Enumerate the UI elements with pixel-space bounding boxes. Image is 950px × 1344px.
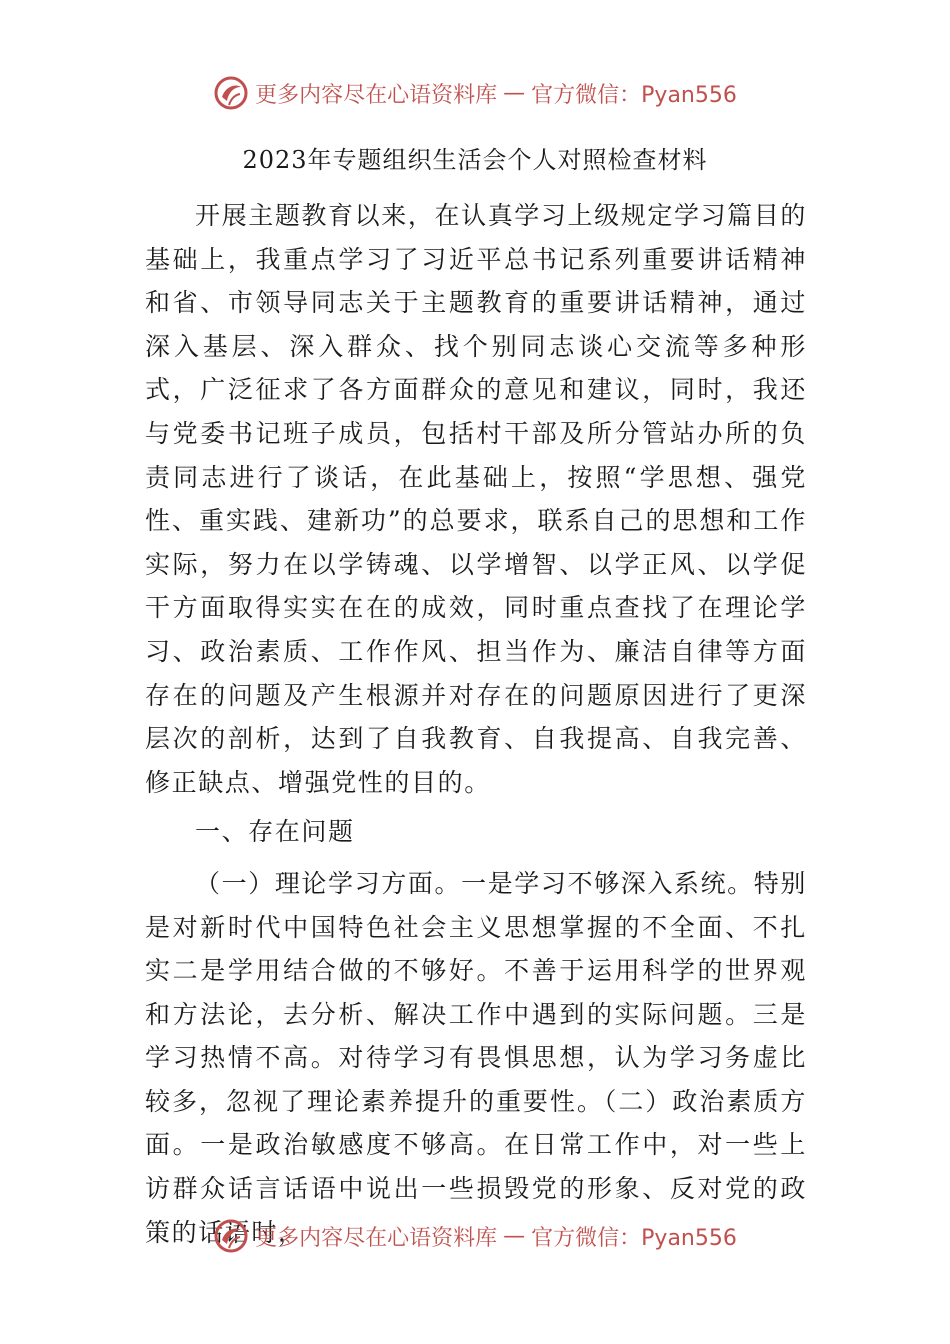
watermark-contact: 官方微信：Pyan556: [531, 82, 737, 108]
watermark-logo-icon: [213, 1218, 249, 1254]
document-title: 2023年专题组织生活会个人对照检查材料: [242, 146, 708, 174]
watermark-separator: —: [503, 1223, 526, 1249]
watermark-text: 更多内容尽在心语资料库: [255, 1225, 498, 1251]
issues-paragraph: （一）理论学习方面。一是学习不够深入系统。特别是对新时代中国特色社会主义思想掌握的不全面、不扎实二是学用结合做的不够好。不善于运用科学的世界观和方法论，去分析、解决工作中遇到的实际问题。三是学习热情不高。对待学习有畏惧思想，认为学习务虚比较多，忽视了理论素养提升的重要性。（二）政治素质方面。一是政治敏感度不够高。在日常工作中，对一些上访群众话言话语中说出一些损毁党的形象、反对党的政策的话语时，: [145, 868, 807, 1247]
watermark-text: 更多内容尽在心语资料库: [255, 82, 498, 108]
section-heading: 一、存在问题: [195, 817, 355, 847]
watermark-header: [0, 73, 950, 113]
watermark-contact: 官方微信：Pyan556: [531, 1225, 737, 1251]
watermark-footer: [0, 1216, 950, 1256]
watermark-separator: —: [503, 80, 526, 106]
watermark-logo-icon: [213, 75, 249, 111]
document-body: [145, 194, 807, 1254]
intro-paragraph: 开展主题教育以来，在认真学习上级规定学习篇目的基础上，我重点学习了习近平总书记系列重要讲话精神和省、市领导同志关于主题教育的重要讲话精神，通过深入基层、深入群众、找个别同志谈心交流等多种形式，广泛征求了各方面群众的意见和建议，同时，我还与党委书记班子成员，包括村干部及所分管站办所的负责同志进行了谈话，在此基础上，按照“学思想、强党性、重实践、建新功”的总要求，联系自己的思想和工作实际，努力在以学铸魂、以学增智、以学正风、以学促干方面取得实实在在的成效，同时重点查找了在理论学习、政治素质、工作作风、担当作为、廉洁自律等方面存在的问题及产生根源并对存在的问题原因进行了更深层次的剖析，达到了自我教育、自我提高、自我完善、修正缺点、增强党性的目的。: [145, 201, 807, 797]
